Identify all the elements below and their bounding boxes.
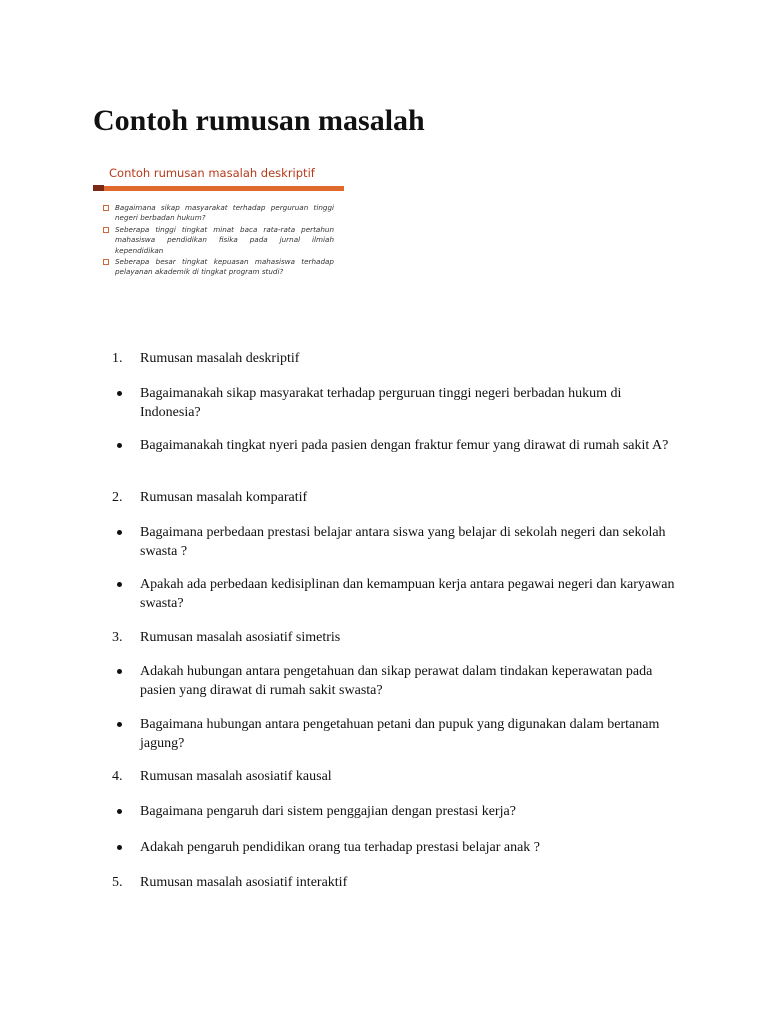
- list-heading-text: Rumusan masalah asosiatif kausal: [140, 769, 332, 784]
- list-bullet-text: Adakah pengaruh pendidikan orang tua terhadap prestasi belajar anak ?: [140, 840, 540, 855]
- bullet-dot-icon: [117, 582, 122, 587]
- slide-bullet-text: Bagaimana sikap masyarakat terhadap perguruan tinggi negeri berbadan hukum?: [115, 203, 334, 223]
- slide-bullet-text: Seberapa tinggi tingkat minat baca rata-rata pertahun mahasiswa pendidikan fisika pada jurnal ilmiah kependidikan: [115, 224, 334, 255]
- list-bullet-text: Bagaimanakah sikap masyarakat terhadap perguruan tinggi negeri berbadan hukum di Indonesia?: [140, 386, 622, 420]
- list-bullet-text: Bagaimana pengaruh dari sistem penggajian dengan prestasi kerja?: [140, 804, 516, 819]
- list-number: 5.: [112, 875, 123, 890]
- slide-bullet-text: Seberapa besar tingkat kepuasan mahasiswa terhadap pelayanan akademik di tingkat program studi?: [115, 257, 334, 277]
- list-number: 2.: [112, 490, 123, 505]
- list-heading-text: Rumusan masalah komparatif: [140, 490, 308, 505]
- list-heading-text: Rumusan masalah asosiatif interaktif: [140, 875, 348, 890]
- bullet-dot-icon: [117, 443, 122, 448]
- bullet-dot-icon: [117, 722, 122, 727]
- list-heading-text: Rumusan masalah deskriptif: [140, 351, 300, 366]
- bullet-dot-icon: [117, 809, 122, 814]
- list-number: 4.: [112, 769, 123, 784]
- list-heading-text: Rumusan masalah asosiatif simetris: [140, 630, 341, 645]
- page-title: Contoh rumusan masalah: [93, 104, 425, 137]
- list-bullet-text: Bagaimanakah tingkat nyeri pada pasien dengan fraktur femur yang dirawat di rumah sakit A?: [140, 438, 669, 453]
- list-bullet-text: Bagaimana perbedaan prestasi belajar antara siswa yang belajar di sekolah negeri dan sekolah swasta ?: [140, 525, 666, 559]
- list-bullet-text: Bagaimana hubungan antara pengetahuan petani dan pupuk yang digunakan dalam bertanam jagung?: [140, 717, 660, 751]
- list-bullet-text: Adakah hubungan antara pengetahuan dan sikap perawat dalam tindakan keperawatan pada pasien yang dirawat di rumah sakit swasta?: [140, 664, 653, 698]
- bullet-dot-icon: [117, 391, 122, 396]
- list-number: 1.: [112, 351, 123, 366]
- slide-heading: Contoh rumusan masalah deskriptif: [109, 166, 315, 180]
- list-number: 3.: [112, 630, 123, 645]
- list-bullet-text: Apakah ada perbedaan kedisiplinan dan kemampuan kerja antara pegawai negeri dan karyawan swasta?: [140, 577, 675, 611]
- bullet-dot-icon: [117, 669, 122, 674]
- bullet-dot-icon: [117, 845, 122, 850]
- bullet-dot-icon: [117, 530, 122, 535]
